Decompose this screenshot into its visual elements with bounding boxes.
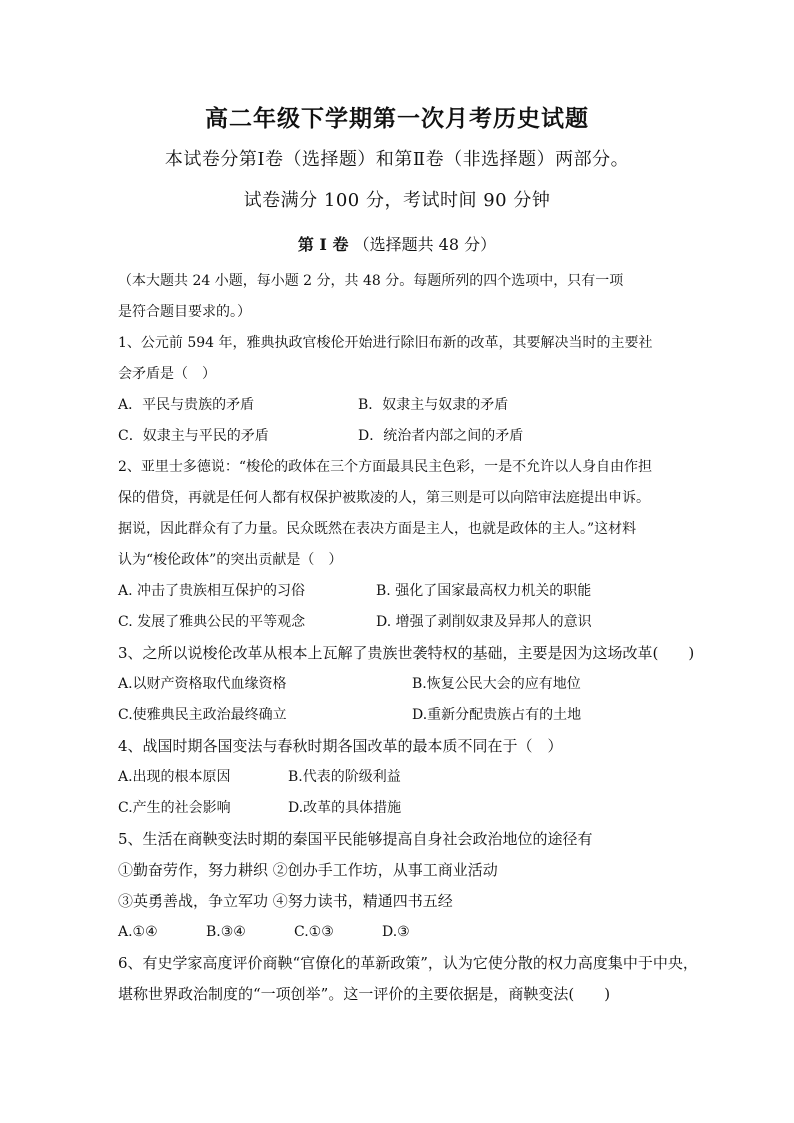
q4-option-b: B.代表的阶级利益 bbox=[288, 769, 401, 785]
q2-option-b: B. 强化了国家最高权力机关的职能 bbox=[376, 583, 592, 599]
q1-stem-line: 会矛盾是（ ） bbox=[118, 366, 216, 382]
q1-stem-line: 1、公元前 594 年，雅典执政官梭伦开始进行除旧布新的改革，其要解决当时的主要社 bbox=[118, 335, 653, 351]
q2-stem-line: 据说，因此群众有了力量。民众既然在表决方面是主人，也就是政体的主人。”这材料 bbox=[118, 521, 637, 537]
q4-option-a: A.出现的根本原因 bbox=[118, 769, 231, 785]
q5-option-c: C.①③ bbox=[294, 924, 334, 940]
instructions-line: 是符合题目要求的。） bbox=[118, 304, 251, 320]
exam-subtitle-parts: 本试卷分第Ⅰ卷（选择题）和第Ⅱ卷（非选择题）两部分。 bbox=[164, 149, 630, 170]
questions-body bbox=[118, 266, 698, 1010]
q2-options-row bbox=[118, 576, 678, 607]
q2-stem-line: 保的借贷，再就是任何人都有权保护被欺凌的人，第三则是可以向陪审法庭提出申诉。 bbox=[118, 490, 650, 506]
q6-stem-line: 6、有史学家高度评价商鞅“官僚化的革新政策”，认为它使分散的权力高度集中于中央， bbox=[118, 954, 698, 972]
q4-option-c: C.产生的社会影响 bbox=[118, 800, 231, 816]
section-number: 第 Ⅰ 卷 bbox=[297, 235, 349, 254]
section-heading bbox=[0, 232, 794, 255]
q5-option-a: A.①④ bbox=[118, 924, 158, 940]
q2-option-a: A. 冲击了贵族相互保护的习俗 bbox=[118, 583, 306, 599]
q5-stem-line: 5、生活在商鞅变法时期的秦国平民能够提高自身社会政治地位的途径有 bbox=[118, 830, 593, 848]
q1-option-c: C．奴隶主与平民的矛盾 bbox=[118, 428, 269, 444]
q4-option-d: D.改革的具体措施 bbox=[288, 800, 402, 816]
q4-options-row bbox=[118, 793, 678, 824]
q5-option-d: D.③ bbox=[382, 924, 410, 940]
q3-option-a: A.以财产资格取代血缘资格 bbox=[118, 676, 287, 692]
q6-stem-line: 堪称世界政治制度的“一项创举”。这一评价的主要依据是，商鞅变法( ) bbox=[118, 985, 611, 1003]
q1-option-b: B．奴隶主与奴隶的矛盾 bbox=[358, 397, 509, 413]
q2-option-d: D. 增强了剥削奴隶及异邦人的意识 bbox=[376, 614, 592, 630]
exam-subtitle-score-time: 试卷满分 100 分，考试时间 90 分钟 bbox=[243, 190, 551, 211]
q5-option-b: B.③④ bbox=[206, 924, 246, 940]
q1-options-row bbox=[118, 421, 678, 452]
q2-stem-line: 2、亚里士多德说：“梭伦的政体在三个方面最具民主色彩，一是不允许以人身自由作担 bbox=[118, 459, 653, 475]
q3-option-c: C.使雅典民主政治最终确立 bbox=[118, 707, 287, 723]
q4-stem-line: 4、战国时期各国变法与春秋时期各国改革的最本质不同在于（ ） bbox=[118, 737, 563, 755]
q1-option-d: D．统治者内部之间的矛盾 bbox=[358, 428, 524, 444]
q2-stem-line: 认为“梭伦政体”的突出贡献是（ ） bbox=[118, 552, 343, 568]
section-description: （选择题共 48 分） bbox=[353, 235, 497, 254]
q3-options-row bbox=[118, 700, 678, 731]
q1-options-row bbox=[118, 390, 678, 421]
instructions-line: （本大题共 24 小题，每小题 2 分，共 48 分。每题所列的四个选项中，只有一项 bbox=[118, 273, 624, 289]
q1-option-a: A．平民与贵族的矛盾 bbox=[118, 397, 255, 413]
q2-option-c: C. 发展了雅典公民的平等观念 bbox=[118, 614, 306, 630]
q5-options-row bbox=[118, 917, 678, 948]
q5-statement-line: ①勤奋劳作，努力耕织 ②创办手工作坊，从事工商业活动 bbox=[118, 861, 498, 879]
q3-stem-line: 3、之所以说梭伦改革从根本上瓦解了贵族世袭特权的基础，主要是因为这场改革( ) bbox=[118, 644, 695, 662]
q4-options-row bbox=[118, 762, 678, 793]
q3-options-row bbox=[118, 669, 678, 700]
q5-statement-line: ③英勇善战，争立军功 ④努力读书，精通四书五经 bbox=[118, 892, 453, 910]
q3-option-b: B.恢复公民大会的应有地位 bbox=[412, 676, 581, 692]
q2-options-row bbox=[118, 607, 678, 638]
exam-title: 高二年级下学期第一次月考历史试题 bbox=[205, 105, 589, 132]
q3-option-d: D.重新分配贵族占有的土地 bbox=[412, 707, 582, 723]
